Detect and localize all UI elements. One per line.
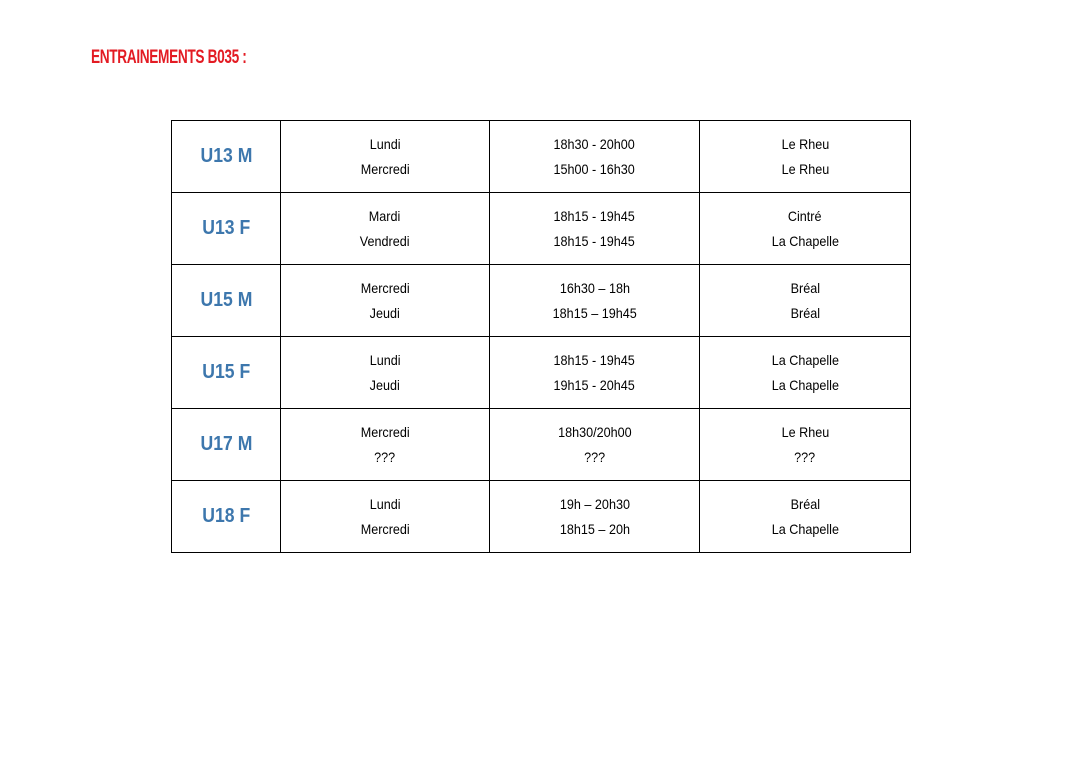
time-text: 16h30 – 18h xyxy=(559,279,630,296)
team-cell xyxy=(172,265,281,337)
table-row xyxy=(172,193,911,265)
team-cell xyxy=(172,121,281,193)
times-cell xyxy=(490,265,700,337)
team-cell xyxy=(172,193,281,265)
place-text: La Chapelle xyxy=(771,376,839,393)
team-label: U15 F xyxy=(202,361,250,383)
times-cell xyxy=(490,409,700,481)
time-text: 18h15 – 19h45 xyxy=(552,304,637,321)
table-row xyxy=(172,481,911,553)
time-text: ??? xyxy=(583,448,606,465)
places-cell xyxy=(700,121,911,193)
place-text: Le Rheu xyxy=(781,135,829,152)
places-cell xyxy=(700,409,911,481)
place-text: Bréal xyxy=(790,304,820,321)
day-text: Mercredi xyxy=(360,423,410,440)
place-text: Cintré xyxy=(788,207,822,224)
days-cell xyxy=(281,121,490,193)
time-text: 18h15 – 20h xyxy=(559,520,630,537)
time-text: 19h15 - 20h45 xyxy=(553,376,636,393)
place-text: Bréal xyxy=(790,279,820,296)
time-text: 18h30 - 20h00 xyxy=(553,135,636,152)
day-text: Lundi xyxy=(369,495,401,512)
table-row xyxy=(172,121,911,193)
time-text: 18h15 - 19h45 xyxy=(553,207,636,224)
time-text: 19h – 20h30 xyxy=(559,495,630,512)
day-text: Jeudi xyxy=(369,376,401,393)
place-text: La Chapelle xyxy=(771,232,839,249)
team-cell xyxy=(172,337,281,409)
team-label: U13 M xyxy=(200,145,252,167)
team-label: U15 M xyxy=(200,289,252,311)
team-label: U18 F xyxy=(202,505,250,527)
days-cell xyxy=(281,337,490,409)
times-cell xyxy=(490,337,700,409)
time-text: 18h15 - 19h45 xyxy=(553,232,636,249)
day-text: Lundi xyxy=(369,135,401,152)
days-cell xyxy=(281,481,490,553)
table-row xyxy=(172,409,911,481)
places-cell xyxy=(700,481,911,553)
team-cell xyxy=(172,481,281,553)
days-cell xyxy=(281,409,490,481)
page-title: ENTRAINEMENTS B035 : xyxy=(91,47,247,68)
places-cell xyxy=(700,337,911,409)
time-text: 18h15 - 19h45 xyxy=(553,351,636,368)
team-cell xyxy=(172,409,281,481)
times-cell xyxy=(490,121,700,193)
day-text: Jeudi xyxy=(369,304,401,321)
place-text: ??? xyxy=(794,448,816,465)
place-text: Bréal xyxy=(790,495,820,512)
time-text: 18h30/20h00 xyxy=(557,423,632,440)
place-text: Le Rheu xyxy=(781,160,829,177)
times-cell xyxy=(490,481,700,553)
place-text: Le Rheu xyxy=(781,423,829,440)
place-text: La Chapelle xyxy=(771,520,839,537)
places-cell xyxy=(700,265,911,337)
training-schedule-table xyxy=(171,120,911,553)
day-text: Vendredi xyxy=(360,232,410,249)
team-label: U17 M xyxy=(200,433,252,455)
team-label: U13 F xyxy=(202,217,250,239)
place-text: La Chapelle xyxy=(771,351,839,368)
day-text: ??? xyxy=(374,448,396,465)
time-text: 15h00 - 16h30 xyxy=(553,160,636,177)
table-row xyxy=(172,265,911,337)
table-row xyxy=(172,337,911,409)
day-text: Mercredi xyxy=(360,279,410,296)
days-cell xyxy=(281,265,490,337)
places-cell xyxy=(700,193,911,265)
times-cell xyxy=(490,193,700,265)
day-text: Mercredi xyxy=(360,160,410,177)
day-text: Lundi xyxy=(369,351,401,368)
day-text: Mardi xyxy=(369,207,401,224)
days-cell xyxy=(281,193,490,265)
day-text: Mercredi xyxy=(360,520,410,537)
